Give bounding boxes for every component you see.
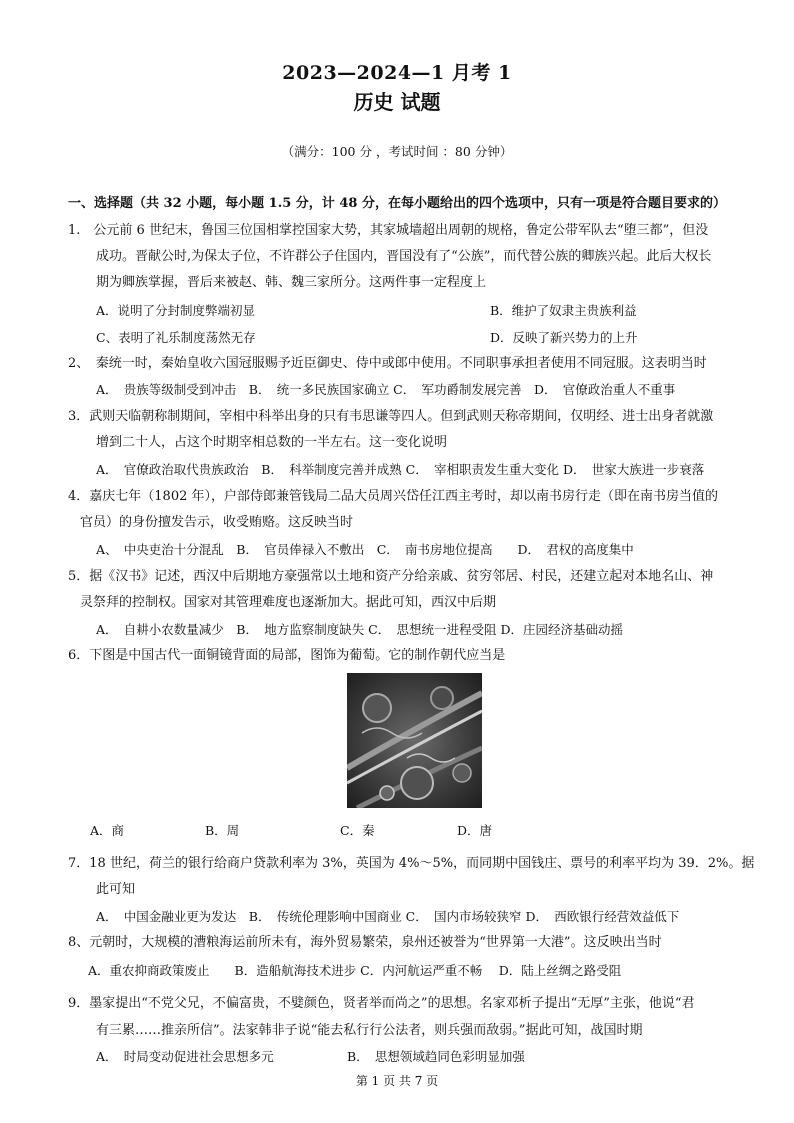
exam-subject: 历史 试题 — [353, 90, 441, 114]
q1-option-c[interactable]: C、表明了礼乐制度荡然无存 — [96, 330, 256, 345]
q1-line-3: 期为卿族掌握，晋后来被赵、韩、魏三家所分。这两件事一定程度上 — [96, 275, 487, 290]
q7-options[interactable]: A． 中国金融业更为发达 B． 传统伦理影响中国商业 C． 国内市场较狭窄 D． 西欧银行经营效益低下 — [96, 909, 680, 924]
q1-option-d[interactable]: D．反映了新兴势力的上升 — [490, 330, 638, 345]
q9-line-2: 有三累……推亲所信”。法家韩非子说“能去私行行公法者，则兵强而敌弱。”据此可知，战国时期 — [96, 1023, 643, 1038]
q6-option-c[interactable]: C．秦 — [340, 823, 375, 838]
q6-line-1: 6．下图是中国古代一面铜镜背面的局部，图饰为葡萄。它的制作朝代应当是 — [68, 648, 506, 663]
q9-line-1: 9．墨家提出“不党父兄，不偏富贵，不嬖颜色，贤者举而尚之”的思想。名家邓析子提出“无厚”主张，他说“君 — [68, 996, 695, 1011]
bronze-mirror-illustration — [347, 673, 482, 808]
q2-line-1: 2、 秦统一时，秦始皇收六国冠服赐予近臣御史、侍中或郎中使用。不同职事承担者使用不同冠服。这表明当时 — [68, 356, 707, 371]
q3-line-1: 3．武则天临朝称制期间，宰相中科举出身的只有韦思谦等四人。但到武则天称帝期间，仅明经、进士出身者就激 — [68, 409, 714, 424]
q5-line-2: 灵祭拜的控制权。国家对其管理难度也逐渐加大。据此可知，西汉中后期 — [80, 595, 497, 610]
q9-option-b[interactable]: B． 思想领域趋同色彩明显加强 — [347, 1049, 525, 1064]
q1-line-2: 成功。晋献公时,为保太子位，不许群公子住国内，晋国没有了“公族”，而代替公族的卿族兴起。此后大权长 — [96, 249, 712, 264]
q2-options[interactable]: A． 贵族等级制受到冲击 B． 统一多民族国家确立 C． 军功爵制发展完善 D． 官僚政治重人不重事 — [96, 382, 676, 397]
q6-option-a[interactable]: A．商 — [90, 823, 125, 838]
q8-line-1: 8、元朝时，大规模的漕粮海运前所未有，海外贸易繁荣，泉州还被誉为“世界第一大港”。这反映出当时 — [68, 935, 662, 950]
bronze-mirror-image — [347, 673, 482, 808]
q1-option-b[interactable]: B．维护了奴隶主贵族利益 — [490, 303, 637, 318]
q8-options[interactable]: A．重农抑商政策废止 B．造船航海技术进步 C．内河航运严重不畅 D．陆上丝绸之路受阻 — [88, 963, 622, 978]
q3-options[interactable]: A． 官僚政治取代贵族政治 B． 科举制度完善并成熟 C． 宰相职责发生重大变化 D． 世家大族进一步衰落 — [96, 462, 705, 477]
q7-line-1: 7．18 世纪，荷兰的银行给商户贷款利率为 3%，英国为 4%～5%，而同期中国钱庄、票号的利率平均为 39．2%。据 — [68, 856, 755, 871]
q4-options[interactable]: A、 中央吏治十分混乱 B． 官员俸禄入不敷出 C． 南书房地位提高 D． 君权的高度集中 — [96, 542, 634, 557]
q9-option-a[interactable]: A． 时局变动促进社会思想多元 — [96, 1049, 274, 1064]
q3-line-2: 增到二十人，占这个时期宰相总数的一半左右。这一变化说明 — [96, 435, 448, 450]
q4-line-2: 官员）的身份擅发告示，收受贿赂。这反映当时 — [80, 515, 354, 530]
score-info: （满分：100 分 ，考试时间 ：80 分钟） — [281, 144, 513, 159]
page-footer: 第 1 页 共 7 页 — [355, 1074, 439, 1088]
q4-line-1: 4．嘉庆七年（1802 年），户部侍郎兼管钱局二品大员周兴岱任江西主考时，却以南书房行走（即在南书房当值的 — [68, 489, 718, 504]
q6-option-b[interactable]: B．周 — [205, 823, 240, 838]
q1-line-1: 1. 公元前 6 世纪末，鲁国三位国相掌控国家大势，其家城墙超出周朝的规格，鲁定公带军队去“堕三都”，但没 — [68, 223, 709, 238]
q5-line-1: 5．据《汉书》记述，西汉中后期地方豪强常以土地和资产分给亲戚、贫穷邻居、村民，还建立起对本地名山、神 — [68, 569, 714, 584]
exam-title: 2023—2024—1 月考 1 — [282, 62, 512, 84]
section-heading: 一、选择题（共 32 小题，每小题 1.5 分，计 48 分，在每小题给出的四个选项中，只有一项是符合题目要求的） — [68, 196, 726, 211]
q6-option-d[interactable]: D．唐 — [457, 823, 493, 838]
q5-options[interactable]: A． 自耕小农数量减少 B． 地方监察制度缺失 C． 思想统一进程受阻 D．庄园经济基础动摇 — [96, 622, 623, 637]
q1-option-a[interactable]: A．说明了分封制度弊端初显 — [96, 303, 256, 318]
q7-line-2: 此可知 — [96, 882, 136, 897]
